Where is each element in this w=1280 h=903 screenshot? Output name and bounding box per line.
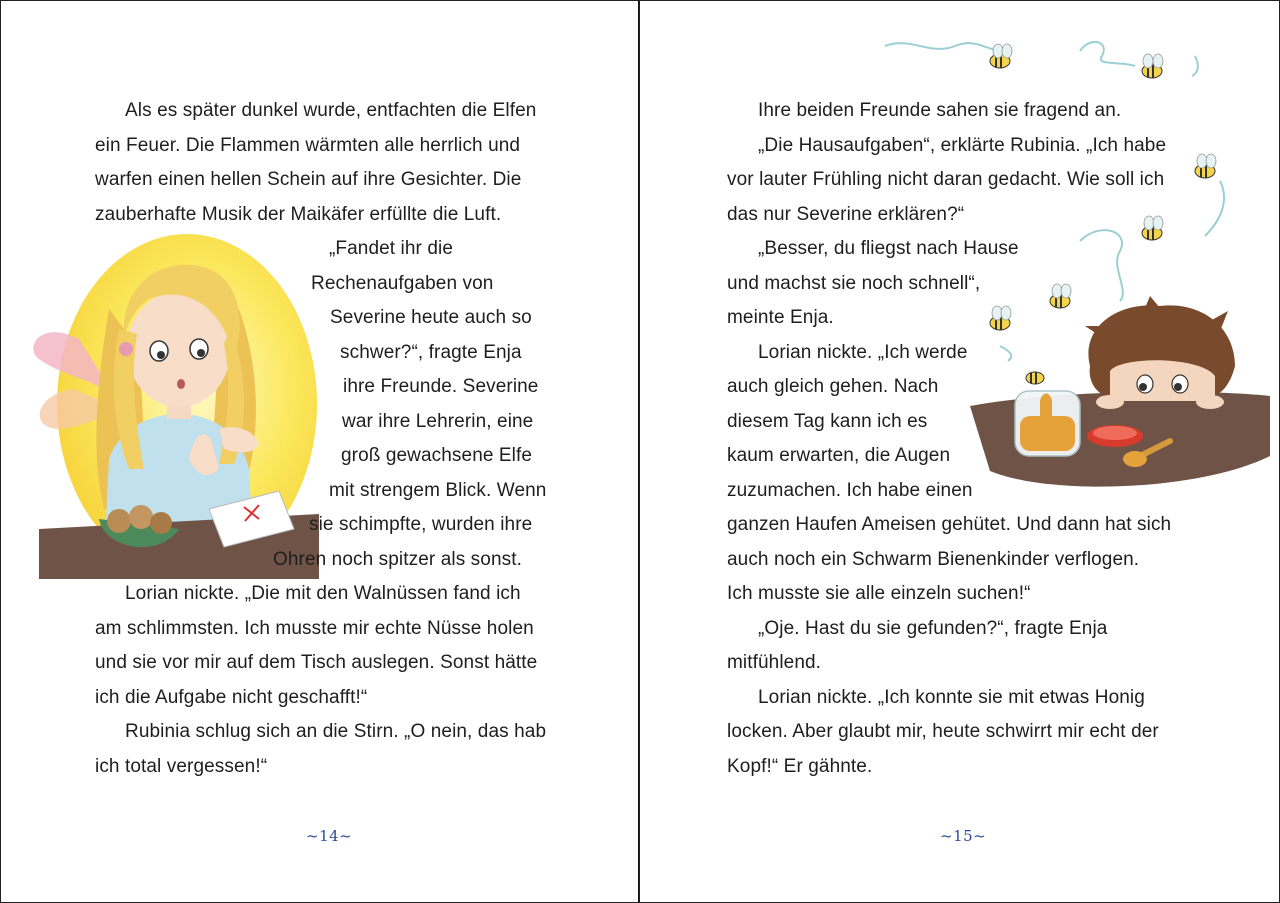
text-line: „Fandet ihr die [329,238,454,259]
text-line: Kopf!“ Er gähnte. [727,756,873,777]
text-line: Severine heute auch so [330,307,532,328]
text-line: und machst sie noch schnell“, [727,273,981,294]
text-line: warfen einen hellen Schein auf ihre Gesichter. Die [95,169,522,190]
bees-swirl-top-illustration [880,31,1210,91]
text-line: ich die Aufgabe nicht geschafft!“ [95,687,368,708]
text-line: Als es später dunkel wurde, entfachten die Elfen [125,100,537,121]
text-line: zauberhafte Musik der Maikäfer erfüllte die Luft. [95,204,502,225]
text-line: ganzen Haufen Ameisen gehütet. Und dann hat sich [727,514,1172,535]
bee-icon [1142,216,1163,240]
bee-icon [1026,372,1044,384]
text-line: und sie vor mir auf dem Tisch auslegen. Sonst hätte [95,652,538,673]
text-line: ich total vergessen!“ [95,756,268,777]
text-line: kaum erwarten, die Augen [727,445,951,466]
text-line: Ihre beiden Freunde sahen sie fragend an. [758,100,1122,121]
fairy-girl-illustration [19,229,319,579]
text-line: ein Feuer. Die Flammen wärmten alle herrlich und [95,135,521,156]
text-line: Lorian nickte. „Ich konnte sie mit etwas Honig [758,687,1145,708]
text-line: Ich musste sie alle einzeln suchen!“ [727,583,1031,604]
bee-icon [1195,154,1216,178]
text-line: Ohren noch spitzer als sonst. [273,549,522,570]
text-line: sie schimpfte, wurden ihre [309,514,533,535]
text-line: schwer?“, fragte Enja [340,342,522,363]
left-page [0,0,639,903]
text-line: groß gewachsene Elfe [341,445,533,466]
text-line: diesem Tag kann ich es [727,411,928,432]
text-line: am schlimmsten. Ich musste mir echte Nüsse holen [95,618,534,639]
bee-icon [990,44,1012,68]
text-line: „Besser, du fliegst nach Hause [758,238,1019,259]
text-line: Lorian nickte. „Die mit den Walnüssen fand ich [125,583,521,604]
text-line: zuzumachen. Ich habe einen [727,480,973,501]
text-line: auch gleich gehen. Nach [727,376,939,397]
text-line: „Oje. Hast du sie gefunden?“, fragte Enja [758,618,1108,639]
bee-icon [1142,54,1163,78]
page-number: ~14~ [306,827,353,845]
text-line: Rubinia schlug sich an die Stirn. „O nein, das hab [125,721,547,742]
text-line: meinte Enja. [727,307,834,328]
text-line: „Die Hausaufgaben“, erklärte Rubinia. „Ich habe [758,135,1167,156]
text-line: Rechenaufgaben von [311,273,494,294]
text-line: mitfühlend. [727,652,822,673]
text-line: das nur Severine erklären?“ [727,204,965,225]
right-page [639,0,1280,903]
text-line: auch noch ein Schwarm Bienenkinder verflogen. [727,549,1140,570]
text-line: ihre Freunde. Severine [343,376,539,397]
boy-with-honey-illustration [970,296,1270,496]
text-line: mit strengem Blick. Wenn [329,480,547,501]
text-line: Lorian nickte. „Ich werde [758,342,968,363]
text-line: war ihre Lehrerin, eine [342,411,534,432]
text-line: vor lauter Frühling nicht daran gedacht. Wie soll ich [727,169,1165,190]
text-line: locken. Aber glaubt mir, heute schwirrt mir echt der [727,721,1159,742]
page-number: ~15~ [940,827,987,845]
